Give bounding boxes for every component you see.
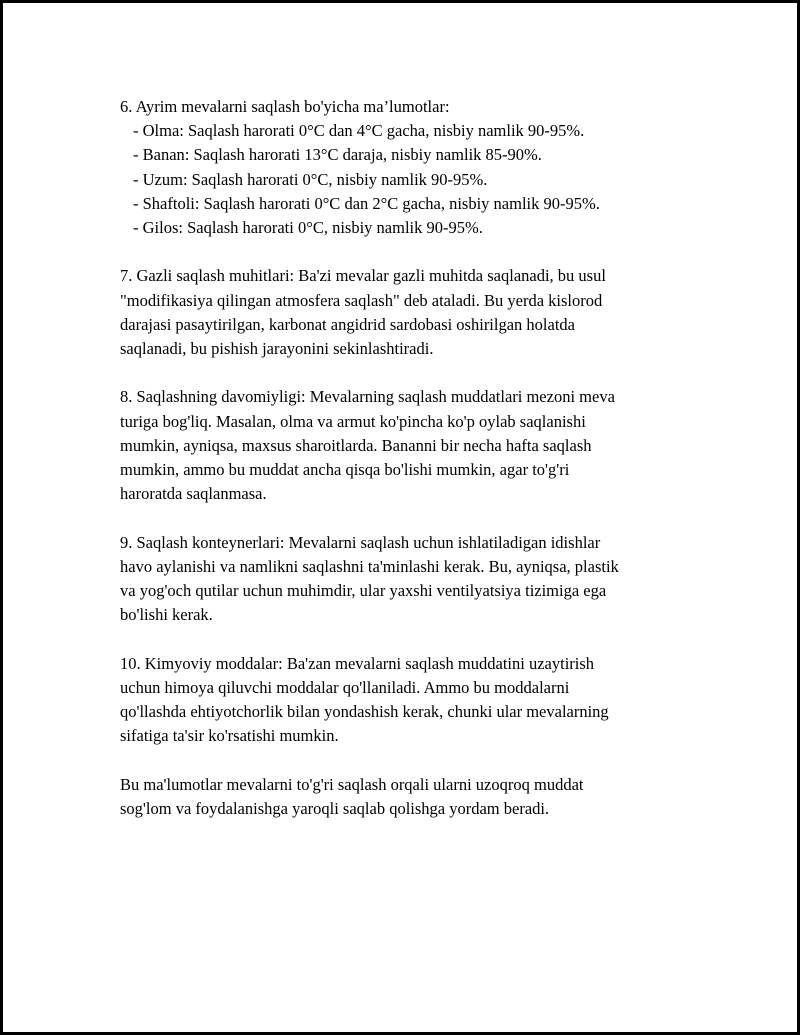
paragraph-line: mumkin, ayniqsa, maxsus sharoitlarda. Bananni bir necha hafta saqlash [120,435,592,455]
paragraph-line: haroratda saqlanmasa. [120,484,267,504]
list-item-gilos: - Gilos: Saqlash harorati 0°C, nisbiy namlik 90-95%. [133,218,483,238]
paragraph-line: "modifikasiya qilingan atmosfera saqlash" deb ataladi. Bu yerda kislorod [120,290,603,310]
paragraph-line: saqlanadi, bu pishish jarayonini sekinlashtiradi. [120,339,434,359]
list-item-uzum: - Uzum: Saqlash harorati 0°C, nisbiy namlik 90-95%. [133,169,488,189]
paragraph-line: va yog'och qutilar uchun muhimdir, ular yaxshi ventilyatsiya tizimiga ega [120,581,607,601]
paragraph-line: Bu ma'lumotlar mevalarni to'g'ri saqlash orqali ularni uzoqroq muddat [120,774,584,794]
paragraph-line: sifatiga ta'sir ko'rsatishi mumkin. [120,726,339,746]
section-6-storage-info [120,95,690,240]
list-item-banan: - Banan: Saqlash harorati 13°C daraja, nisbiy namlik 85-90%. [133,145,542,165]
paragraph-line: havo aylanishi va namlikni saqlashni ta'minlashi kerak. Bu, ayniqsa, plastik [120,556,619,576]
section-heading: 6. Ayrim mevalarni saqlash bo'yicha ma’lumotlar: [120,97,450,116]
paragraph-line: 9. Saqlash konteynerlari: Mevalarni saqlash uchun ishlatiladigan idishlar [120,532,601,552]
document-body [120,95,690,845]
paragraph-line: 7. Gazli saqlash muhitlari: Ba'zi mevalar gazli muhitda saqlanadi, bu usul [120,266,606,286]
paragraph-line: qo'llashda ehtiyotchorlik bilan yondashish kerak, chunki ular mevalarning [120,702,609,722]
list-item-shaftoli: - Shaftoli: Saqlash harorati 0°C dan 2°C gacha, nisbiy namlik 90-95%. [133,193,600,213]
paragraph-line: sog'lom va foydalanishga yaroqli saqlab qolishga yordam beradi. [120,798,550,818]
paragraph-line: mumkin, ammo bu muddat ancha qisqa bo'lishi mumkin, agar to'g'ri [120,460,570,480]
section-8-storage-duration [120,385,690,506]
paragraph-line: 8. Saqlashning davomiyligi: Mevalarning saqlash muddatlari mezoni meva [120,387,615,407]
conclusion [120,773,690,821]
paragraph-line: darajasi pasaytirilgan, karbonat angidrid sardobasi oshirilgan holatda [120,314,575,334]
paragraph-line: 10. Kimyoviy moddalar: Ba'zan mevalarni saqlash muddatini uzaytirish [120,653,595,673]
section-9-containers [120,531,690,628]
paragraph-line: bo'lishi kerak. [120,605,213,625]
list-item-olma: - Olma: Saqlash harorati 0°C dan 4°C gacha, nisbiy namlik 90-95%. [133,121,585,141]
paragraph-line: uchun himoya qiluvchi moddalar qo'llaniladi. Ammo bu moddalarni [120,677,570,697]
section-7-gas-storage [120,264,690,361]
paragraph-line: turiga bog'liq. Masalan, olma va armut ko'pincha ko'p oylab saqlanishi [120,411,586,431]
section-10-chemicals [120,652,690,749]
